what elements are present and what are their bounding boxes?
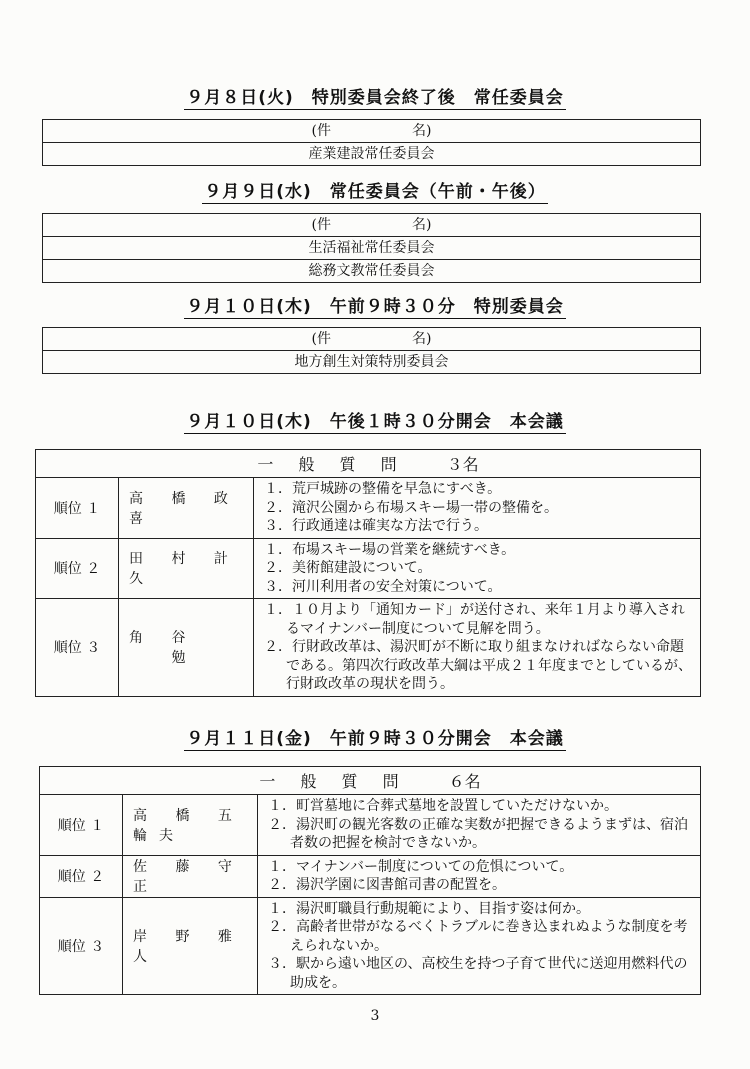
column-header: (件 名) (43, 214, 701, 237)
questioner-name: 高 橋 五輪夫 (123, 795, 258, 856)
general-question-table-1 (35, 449, 701, 697)
plenary-heading-2: ９月１１日(金) 午前９時３０分開会 本会議 (186, 729, 564, 749)
committee-table-3 (42, 327, 701, 374)
committee-row: 生活福祉常任委員会 (43, 237, 701, 260)
committee-row: 産業建設常任委員会 (43, 143, 701, 166)
committee-table-2 (42, 213, 701, 283)
questioner-name: 角 谷 勉 (119, 599, 254, 697)
general-question-title: 一 般 質 問 ６名 (40, 767, 701, 795)
rank-cell: 順位 ３ (36, 599, 119, 697)
rank-cell: 順位 ３ (40, 897, 123, 995)
rank-cell: 順位 ２ (40, 855, 123, 897)
rank-cell: 順位 １ (40, 795, 123, 856)
question-items: １．１０月より「通知カード」が送付され、来年１月より導入されるマイナンバー制度について見解を問う。 ２．行財政改革は、湯沢町が不断に取り組まなければならない命題である。第四次行政改革大綱は平成２１年度までとしているが、行財政改革の現状を問う。 (254, 599, 701, 697)
committee-row: 地方創生対策特別委員会 (43, 351, 701, 374)
question-items: １．マイナンバー制度についての危惧について。 ２．湯沢学園に図書館司書の配置を。 (258, 855, 701, 897)
general-question-table-2 (39, 766, 701, 995)
question-items: １．荒戸城跡の整備を早急にすべき。 ２．滝沢公園から布場スキー場一帯の整備を。 ３．行政通達は確実な方法で行う。 (254, 478, 701, 539)
committee-row: 総務文教常任委員会 (43, 260, 701, 283)
general-question-title: 一 般 質 問 ３名 (36, 450, 701, 478)
questioner-name: 田 村 計 久 (119, 538, 254, 599)
section-heading-3: ９月１０日(木) 午前９時３０分 特別委員会 (186, 297, 564, 317)
committee-table-1 (42, 119, 701, 166)
section-heading-2: ９月９日(水) 常任委員会（午前・午後） (204, 182, 546, 202)
rank-cell: 順位 １ (36, 478, 119, 539)
column-header: (件 名) (43, 120, 701, 143)
column-header: (件 名) (43, 328, 701, 351)
question-items: １．町営墓地に合葬式墓地を設置していただけないか。 ２．湯沢町の観光客数の正確な実数が把握できるようまずは、宿泊者数の把握を検討できないか。 (258, 795, 701, 856)
question-items: １．湯沢町職員行動規範により、目指す姿は何か。 ２．高齢者世帯がなるべくトラブルに巻き込まれぬような制度を考えられないか。 ３．駅から遠い地区の、高校生を持つ子育て世代に送迎用燃料代の助成を。 (258, 897, 701, 995)
section-heading-1: ９月８日(火) 特別委員会終了後 常任委員会 (186, 88, 564, 108)
page-number: 3 (370, 1008, 380, 1024)
rank-cell: 順位 ２ (36, 538, 119, 599)
question-items: １．布場スキー場の営業を継続すべき。 ２．美術館建設について。 ３．河川利用者の安全対策について。 (254, 538, 701, 599)
questioner-name: 佐 藤 守 正 (123, 855, 258, 897)
questioner-name: 岸 野 雅 人 (123, 897, 258, 995)
plenary-heading-1: ９月１０日(木) 午後１時３０分開会 本会議 (186, 412, 564, 432)
questioner-name: 高 橋 政 喜 (119, 478, 254, 539)
